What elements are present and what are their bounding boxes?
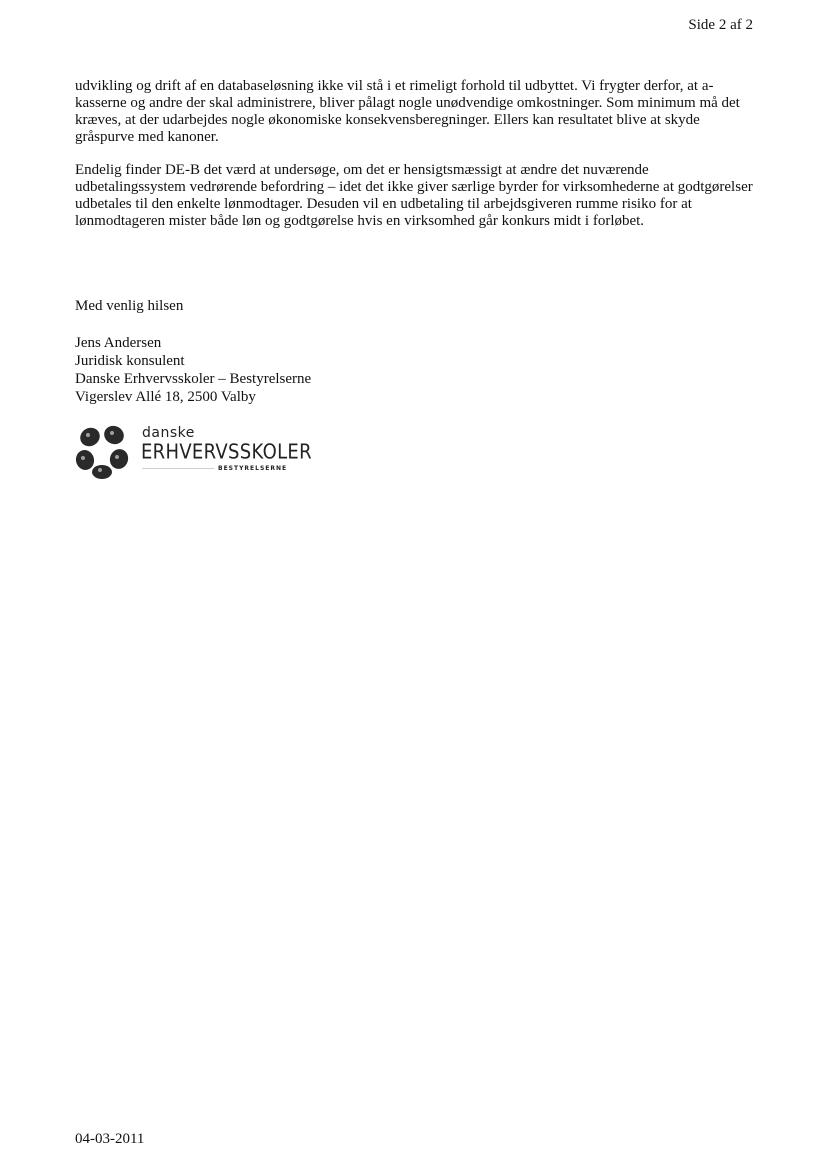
- body-paragraph: udvikling og drift af en databaseløsning ikke vil stå i et rimeligt forhold til udbyttet. Vi frygter derfor, at a-kasserne og andre der skal administrere, bliver pålagt nogle unødvendige omkostninger. Som minimum må det kræves, at der udarbejdes nogle økonomiske konsekvensberegninger. Ellers kan resultatet blive at skyde gråspurve med kanoner.: [75, 78, 740, 145]
- organization-logo: [75, 424, 312, 480]
- signer-organization: Danske Erhvervsskoler – Bestyrelserne: [75, 371, 312, 387]
- signer-address: Vigerslev Allé 18, 2500 Valby: [75, 389, 256, 405]
- logo-divider: [142, 468, 214, 469]
- body-paragraph: Endelig finder DE-B det værd at undersøge, om det er hensigtsmæssigt at ændre det nuværende udbetalingssystem vedrørende befordring – idet det ikke giver særlige byrder for virksomhederne at godtgørelser udbetales til den enkelte lønmodtager. Desuden vil en udbetaling til arbejdsgiveren rumme risiko for at lønmodtageren mister både løn og godtgørelse hvis en virksomhed går konkurs midt i forløbet.: [75, 162, 753, 229]
- document-date: 04-03-2011: [75, 1131, 145, 1147]
- closing-greeting: Med venlig hilsen: [75, 298, 184, 314]
- page-number: Side 2 af 2: [688, 17, 753, 33]
- signer-name: Jens Andersen: [75, 335, 162, 351]
- signer-title: Juridisk konsulent: [75, 353, 185, 369]
- star-flower-logo-icon: [75, 424, 131, 480]
- letter-body: [75, 78, 755, 246]
- logo-text-bestyrelserne: BESTYRELSERNE: [218, 465, 288, 472]
- logo-text-erhvervsskoler: ERHVERVSSKOLER: [141, 440, 312, 465]
- signature-block: [75, 334, 311, 406]
- logo-text-danske: danske: [142, 425, 195, 441]
